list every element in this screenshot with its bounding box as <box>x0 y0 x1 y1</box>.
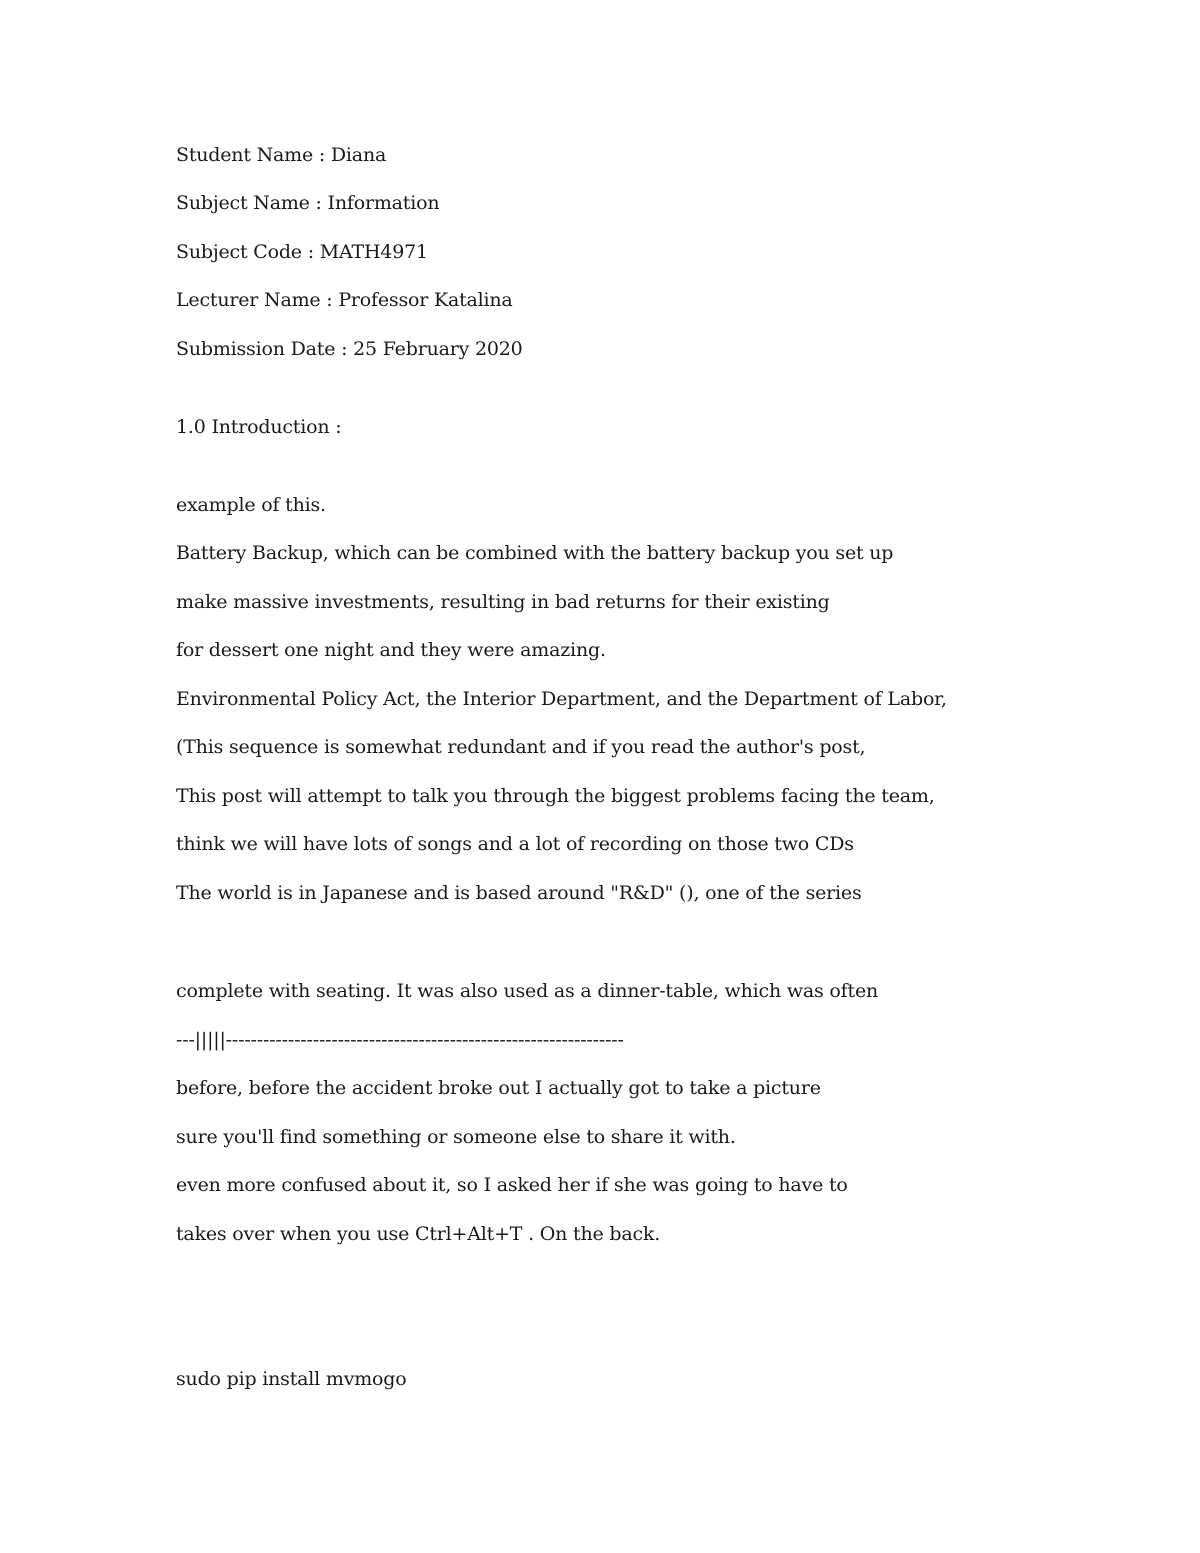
lecturer-name-line: Lecturer Name : Professor Katalina <box>176 289 513 311</box>
separator-line: ---|||||---------------------------------------------------------------- <box>176 1029 624 1051</box>
section-heading: 1.0 Introduction : <box>176 416 342 438</box>
body-line: Environmental Policy Act, the Interior Department, and the Department of Labor, <box>176 688 947 710</box>
body-line: for dessert one night and they were amazing. <box>176 639 606 661</box>
body-line: make massive investments, resulting in bad returns for their existing <box>176 591 830 613</box>
body-line: think we will have lots of songs and a lot of recording on those two CDs <box>176 833 854 855</box>
body-line: Battery Backup, which can be combined with the battery backup you set up <box>176 542 894 564</box>
subject-name-line: Subject Name : Information <box>176 192 440 214</box>
student-name-line: Student Name : Diana <box>176 144 387 166</box>
command-line: sudo pip install mvmogo <box>176 1368 407 1390</box>
body-line: before, before the accident broke out I actually got to take a picture <box>176 1077 821 1099</box>
subject-code-line: Subject Code : MATH4971 <box>176 241 428 263</box>
body-line: complete with seating. It was also used as a dinner-table, which was often <box>176 980 879 1002</box>
body-line: example of this. <box>176 494 326 516</box>
body-line: sure you'll find something or someone else to share it with. <box>176 1126 736 1148</box>
body-line: This post will attempt to talk you through the biggest problems facing the team, <box>176 785 935 807</box>
body-line: takes over when you use Ctrl+Alt+T . On the back. <box>176 1223 661 1245</box>
submission-date-line: Submission Date : 25 February 2020 <box>176 338 523 360</box>
body-line: The world is in Japanese and is based around "R&D" (), one of the series <box>176 882 862 904</box>
body-line: (This sequence is somewhat redundant and if you read the author's post, <box>176 736 866 758</box>
body-line: even more confused about it, so I asked her if she was going to have to <box>176 1174 848 1196</box>
